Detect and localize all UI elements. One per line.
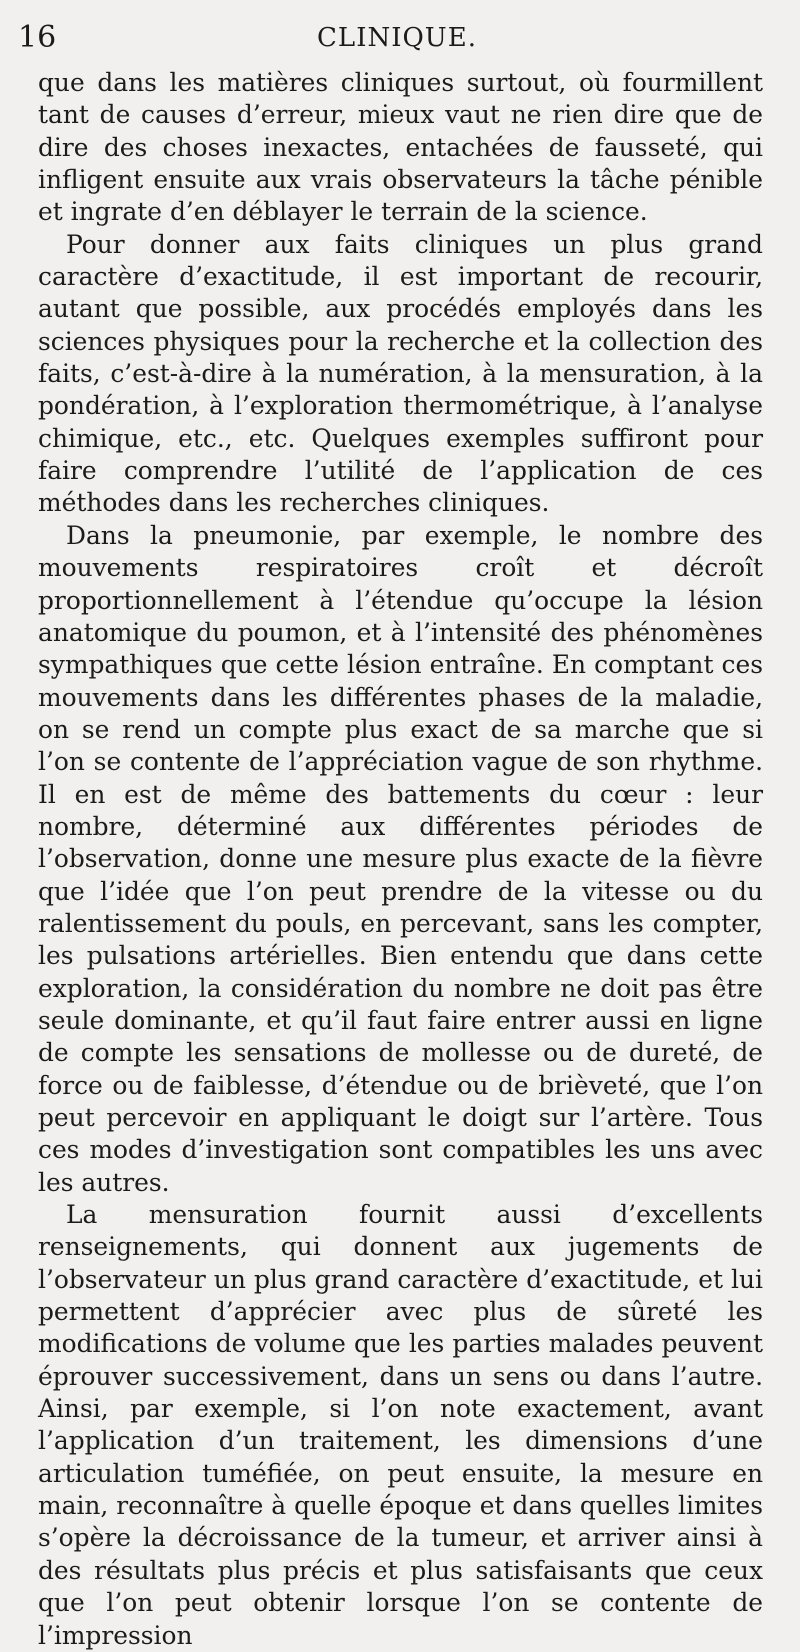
paragraph-mensuration: La mensuration fournit aussi d’excellents renseignements, qui donnent aux jugements de l’observateur un plus grand caractère d’exactitude, et lui permettent d’apprécier avec plus de sûreté les modifications de volume que les parties malades peuvent éprouver successivement, dans un sens ou dans l’autre. Ainsi, par exemple, si l’on note exactement, avant l’application d’un traitement, les dimensions d’une articulation tuméfiée, on peut ensuite, la mesure en main, reconnaître à quelle époque et dans quelles limites s’opère la décroissance de la tumeur, et arriver ainsi à des résultats plus précis et plus satisfaisants que ceux que l’on peut obtenir lorsque l’on se contente de l’impression: [38, 1200, 763, 1650]
paragraph-continuation: que dans les matières cliniques surtout, où fourmillent tant de causes d’erreur, mieux vaut ne rien dire que de dire des choses inexactes, entachées de fausseté, qui infligent ensuite aux vrais observateurs la tâche pénible et ingrate d’en déblayer le terrain de la science.: [38, 68, 763, 227]
body-text: [38, 67, 763, 1652]
paragraph-exactitude: Pour donner aux faits cliniques un plus grand caractère d’exactitude, il est important de recourir, autant que possible, aux procédés employés dans les sciences physiques pour la recherche et la collection des faits, c’est-à-dire à la numération, à la mensuration, à la pondération, à l’exploration thermométrique, à l’analyse chimique, etc., etc. Quelques exemples suffiront pour faire comprendre l’utilité de l’application de ces méthodes dans les recherches cliniques.: [38, 229, 763, 518]
paragraph-pneumonie: Dans la pneumonie, par exemple, le nombre des mouvements respiratoires croît et décroît proportionnellement à l’étendue qu’occupe la lésion anatomique du poumon, et à l’intensité des phénomènes sympathiques que cette lésion entraîne. En comptant ces mouvements dans les différentes phases de la maladie, on se rend un compte plus exact de sa marche que si l’on se contente de l’appréciation vague de son rhythme. Il en est de même des battements du cœur : leur nombre, déterminé aux différentes périodes de l’observation, donne une mesure plus exacte de la fièvre que l’idée que l’on peut prendre de la vitesse ou du ralentissement du pouls, en percevant, sans les compter, les pulsations artérielles. Bien entendu que dans cette exploration, la considération du nombre ne doit pas être seule dominante, et qu’il faut faire entrer aussi en ligne de compte les sensations de mollesse ou de dureté, de force ou de faiblesse, d’étendue ou de brièveté, que l’on peut percevoir en appliquant le doigt sur l’artère. Tous ces modes d’investigation sont compatibles les uns avec les autres.: [38, 520, 763, 1197]
page-header: [18, 16, 776, 60]
running-title: CLINIQUE.: [317, 23, 477, 53]
page-number: 16: [18, 20, 57, 55]
